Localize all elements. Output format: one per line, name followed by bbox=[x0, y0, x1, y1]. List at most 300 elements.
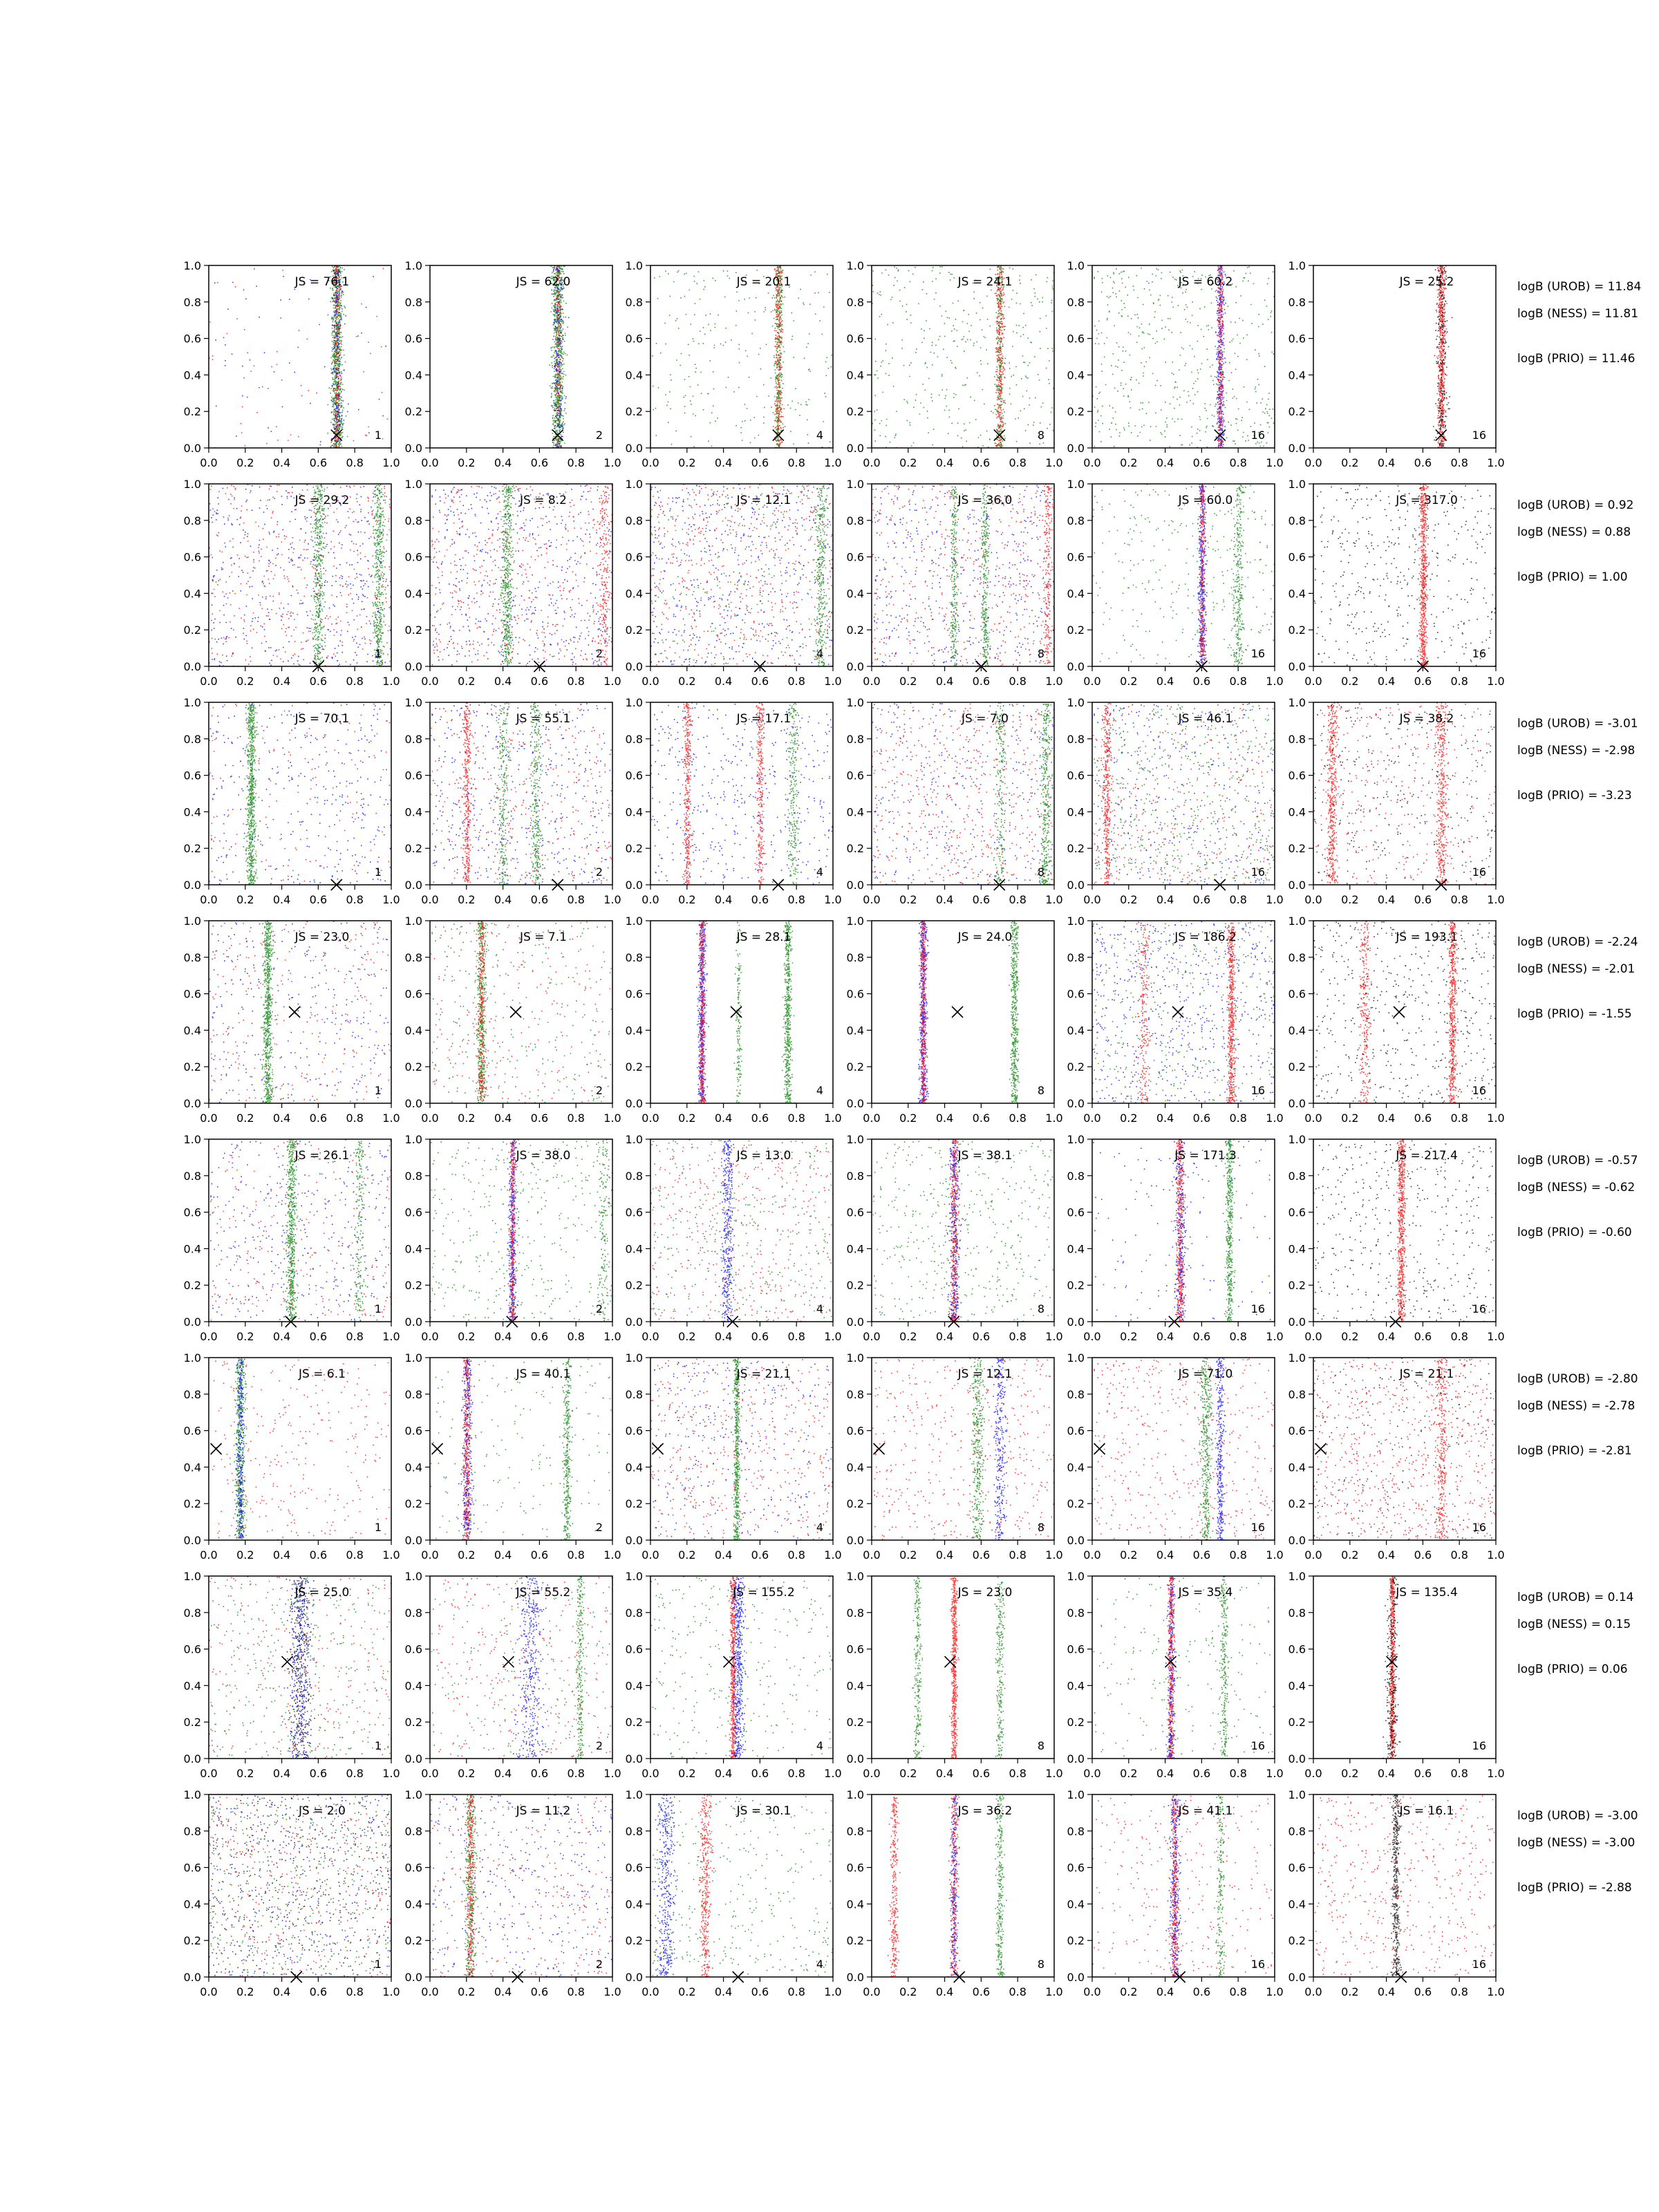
y-tick-label: 0.6 bbox=[1067, 1206, 1085, 1219]
series-green-band-2 bbox=[912, 1577, 924, 1759]
series-green-band-4 bbox=[431, 1358, 614, 1541]
panel-r8-c5 bbox=[1067, 1788, 1284, 1998]
y-tick-label: 1.0 bbox=[183, 1351, 201, 1365]
axes-frame bbox=[1092, 484, 1275, 666]
series-blue-band-4 bbox=[209, 484, 392, 667]
y-tick-label: 0.0 bbox=[183, 1534, 201, 1547]
y-tick-label: 0.2 bbox=[625, 624, 643, 637]
y-tick-label: 0.6 bbox=[846, 1642, 864, 1656]
y-tick-label: 0.0 bbox=[625, 1534, 643, 1547]
y-tick-label: 0.8 bbox=[846, 1824, 864, 1838]
x-tick-label: 0.8 bbox=[787, 675, 805, 688]
y-tick-label: 1.0 bbox=[1067, 478, 1085, 491]
y-tick-label: 0.0 bbox=[625, 1971, 643, 1984]
x-tick-label: 1.0 bbox=[1045, 1767, 1063, 1780]
corner-label: 4 bbox=[816, 1958, 823, 1971]
x-tick-label: 0.4 bbox=[935, 675, 954, 688]
x-tick-label: 0.8 bbox=[567, 456, 585, 469]
axes-frame bbox=[209, 1794, 391, 1977]
x-tick-label: 1.0 bbox=[1266, 1767, 1284, 1780]
scatter-points bbox=[430, 921, 612, 1105]
x-tick-label: 0.2 bbox=[678, 675, 696, 688]
y-tick-label: 0.4 bbox=[404, 368, 422, 382]
x-tick-label: 0.2 bbox=[1120, 893, 1138, 906]
y-tick-label: 0.0 bbox=[1288, 1315, 1306, 1329]
x-tick-label: 0.8 bbox=[567, 1330, 585, 1343]
y-tick-label: 0.2 bbox=[1067, 1934, 1085, 1948]
y-tick-label: 0.0 bbox=[846, 1097, 864, 1110]
x-tick-label: 1.0 bbox=[603, 456, 621, 469]
panel-r1-c3 bbox=[626, 259, 842, 469]
y-tick-label: 0.8 bbox=[1067, 295, 1085, 309]
y-tick-label: 0.6 bbox=[183, 1642, 201, 1656]
y-tick-label: 0.6 bbox=[1067, 1642, 1085, 1656]
x-tick-label: 0.8 bbox=[1450, 456, 1468, 469]
y-tick-label: 0.6 bbox=[1288, 1642, 1306, 1656]
panel-r7-c6 bbox=[1288, 1570, 1505, 1780]
x-tick-label: 0.0 bbox=[863, 1112, 881, 1125]
panel-r7-c1 bbox=[184, 1570, 400, 1780]
x-tick-label: 0.2 bbox=[899, 675, 917, 688]
y-tick-label: 0.2 bbox=[625, 1279, 643, 1293]
logb-label-r1-2: logB (NESS) = 11.81 bbox=[1517, 307, 1639, 321]
y-tick-label: 1.0 bbox=[183, 1788, 201, 1801]
y-tick-label: 0.0 bbox=[404, 442, 422, 455]
js-label: JS = 23.0 bbox=[294, 930, 350, 944]
panel-r4-c2 bbox=[405, 915, 621, 1125]
x-tick-label: 1.0 bbox=[1045, 675, 1063, 688]
js-label: JS = 7.1 bbox=[520, 930, 567, 944]
x-tick-label: 0.2 bbox=[236, 675, 254, 688]
x-tick-label: 0.0 bbox=[641, 893, 659, 906]
y-tick-label: 0.6 bbox=[1067, 1861, 1085, 1875]
y-tick-label: 0.2 bbox=[183, 1716, 201, 1730]
x-tick-label: 0.0 bbox=[1083, 1112, 1101, 1125]
x-marker bbox=[432, 1443, 443, 1454]
x-tick-label: 0.4 bbox=[272, 893, 291, 906]
series-red-band-1 bbox=[729, 1576, 738, 1759]
x-tick-label: 0.6 bbox=[1414, 1548, 1432, 1562]
panel-r1-c2 bbox=[405, 259, 621, 469]
x-tick-label: 0.8 bbox=[567, 1548, 585, 1562]
y-tick-label: 0.6 bbox=[404, 1206, 422, 1219]
corner-label: 16 bbox=[1472, 1958, 1486, 1971]
series-red-band-2 bbox=[697, 1794, 714, 1977]
y-tick-label: 0.6 bbox=[846, 332, 864, 346]
x-tick-label: 0.0 bbox=[1304, 1985, 1322, 1998]
y-tick-label: 0.4 bbox=[1288, 1461, 1306, 1474]
y-tick-label: 0.4 bbox=[183, 805, 201, 819]
y-tick-label: 0.2 bbox=[183, 842, 201, 856]
x-tick-label: 0.8 bbox=[1450, 1112, 1468, 1125]
y-tick-label: 0.4 bbox=[1067, 805, 1085, 819]
y-tick-label: 0.4 bbox=[183, 1242, 201, 1256]
axes-frame bbox=[650, 921, 833, 1103]
y-tick-label: 0.2 bbox=[846, 1934, 864, 1948]
y-tick-label: 0.2 bbox=[1067, 624, 1085, 637]
y-tick-label: 0.8 bbox=[183, 514, 201, 527]
y-tick-label: 0.0 bbox=[846, 1752, 864, 1765]
corner-label: 16 bbox=[1472, 1521, 1486, 1534]
y-tick-label: 1.0 bbox=[404, 915, 422, 928]
y-tick-label: 0.2 bbox=[1288, 1716, 1306, 1730]
x-marker bbox=[773, 430, 784, 441]
x-tick-label: 1.0 bbox=[1487, 1330, 1505, 1343]
js-label: JS = 8.2 bbox=[520, 494, 567, 507]
y-tick-label: 0.6 bbox=[846, 769, 864, 782]
y-tick-label: 0.0 bbox=[846, 1534, 864, 1547]
corner-label: 2 bbox=[595, 1302, 603, 1315]
x-tick-label: 0.2 bbox=[458, 675, 476, 688]
y-tick-label: 1.0 bbox=[625, 1570, 643, 1583]
x-tick-label: 0.6 bbox=[309, 1767, 328, 1780]
y-tick-label: 0.8 bbox=[1067, 1387, 1085, 1401]
y-tick-label: 0.8 bbox=[625, 295, 643, 309]
x-tick-label: 0.2 bbox=[899, 1767, 917, 1780]
x-tick-label: 0.6 bbox=[530, 456, 549, 469]
y-tick-label: 1.0 bbox=[1067, 1788, 1085, 1801]
corner-label: 2 bbox=[595, 1739, 603, 1752]
corner-label: 4 bbox=[816, 1521, 823, 1534]
x-tick-label: 1.0 bbox=[1266, 675, 1284, 688]
js-label: JS = 12.1 bbox=[736, 494, 791, 507]
y-tick-label: 0.4 bbox=[1288, 368, 1306, 382]
series-green-band-3 bbox=[873, 1139, 1056, 1322]
panel-r1-c1 bbox=[184, 259, 400, 469]
x-tick-label: 0.8 bbox=[1229, 1767, 1247, 1780]
series-green-band-2 bbox=[575, 1576, 586, 1759]
x-tick-label: 0.8 bbox=[346, 1330, 364, 1343]
panel-r6-c1 bbox=[184, 1351, 400, 1562]
series-green-band-1 bbox=[261, 921, 276, 1104]
y-tick-label: 0.2 bbox=[625, 1934, 643, 1948]
x-marker bbox=[282, 1656, 293, 1667]
x-tick-label: 0.0 bbox=[863, 1548, 881, 1562]
series-green-band-4 bbox=[1094, 1576, 1276, 1756]
series-green-band-3 bbox=[1229, 485, 1248, 667]
js-label: JS = 21.1 bbox=[736, 1367, 791, 1381]
x-tick-label: 0.4 bbox=[1377, 893, 1396, 906]
x-tick-label: 0.0 bbox=[421, 1548, 439, 1562]
x-tick-label: 0.0 bbox=[863, 893, 881, 906]
x-tick-label: 0.0 bbox=[1083, 456, 1101, 469]
x-tick-label: 0.8 bbox=[787, 1330, 805, 1343]
x-tick-label: 1.0 bbox=[824, 456, 842, 469]
logb-label-r2-3: logB (PRIO) = 1.00 bbox=[1517, 570, 1628, 584]
series-green-band-3 bbox=[1009, 921, 1020, 1103]
x-tick-label: 0.8 bbox=[787, 893, 805, 906]
js-label: JS = 60.0 bbox=[1178, 494, 1233, 507]
y-tick-label: 0.8 bbox=[1288, 950, 1306, 964]
x-tick-label: 0.2 bbox=[458, 456, 476, 469]
panel-r4-c1 bbox=[184, 915, 400, 1125]
series-green-band-3 bbox=[209, 1794, 391, 1978]
x-tick-label: 0.2 bbox=[236, 893, 254, 906]
x-tick-label: 0.6 bbox=[530, 1985, 549, 1998]
series-green-band-2 bbox=[980, 485, 991, 668]
logb-label-r6-1: logB (UROB) = -2.80 bbox=[1517, 1372, 1638, 1386]
panel-r2-c1 bbox=[184, 478, 400, 688]
x-tick-label: 0.4 bbox=[935, 1548, 954, 1562]
scatter-points bbox=[1092, 265, 1275, 449]
y-tick-label: 0.2 bbox=[846, 1279, 864, 1293]
y-tick-label: 0.4 bbox=[846, 805, 864, 819]
x-tick-label: 0.8 bbox=[1009, 1112, 1027, 1125]
series-red-band-1 bbox=[465, 1795, 477, 1978]
x-marker bbox=[510, 1006, 521, 1018]
logb-label-r3-3: logB (PRIO) = -3.23 bbox=[1517, 789, 1632, 803]
y-tick-label: 0.4 bbox=[183, 1461, 201, 1474]
x-tick-label: 0.0 bbox=[641, 1985, 659, 1998]
x-tick-label: 0.8 bbox=[787, 1548, 805, 1562]
x-tick-label: 0.2 bbox=[236, 1767, 254, 1780]
y-tick-label: 0.2 bbox=[846, 842, 864, 856]
series-red-band-4 bbox=[209, 268, 392, 448]
scatter-points bbox=[210, 1139, 393, 1323]
x-tick-label: 1.0 bbox=[1487, 456, 1505, 469]
series-red-band-4 bbox=[1134, 924, 1152, 1104]
scatter-points bbox=[430, 1139, 613, 1323]
x-tick-label: 0.0 bbox=[200, 1548, 218, 1562]
x-tick-label: 0.6 bbox=[972, 1330, 991, 1343]
scatter-points bbox=[1092, 1358, 1274, 1541]
axes-frame bbox=[872, 1794, 1054, 1977]
y-tick-label: 0.4 bbox=[1288, 1242, 1306, 1256]
x-tick-label: 0.4 bbox=[272, 1330, 291, 1343]
series-green-band-1 bbox=[1198, 1358, 1214, 1540]
panel-r3-c2 bbox=[405, 696, 621, 906]
y-tick-label: 0.2 bbox=[404, 405, 422, 419]
axes-frame bbox=[1092, 1139, 1275, 1322]
x-tick-label: 0.0 bbox=[1083, 1767, 1101, 1780]
x-tick-label: 0.4 bbox=[494, 675, 512, 688]
y-tick-label: 1.0 bbox=[1288, 259, 1306, 272]
x-tick-label: 0.4 bbox=[494, 1330, 512, 1343]
y-tick-label: 1.0 bbox=[183, 915, 201, 928]
x-tick-label: 0.4 bbox=[272, 1548, 291, 1562]
y-tick-label: 0.4 bbox=[183, 1897, 201, 1911]
series-blue-band-4 bbox=[872, 484, 1056, 667]
y-tick-label: 0.0 bbox=[1067, 1315, 1085, 1329]
panel-r2-c4 bbox=[847, 478, 1063, 688]
series-blue-band-1 bbox=[513, 1576, 550, 1759]
y-tick-label: 0.4 bbox=[846, 1897, 864, 1911]
panel-r8-c6 bbox=[1288, 1788, 1505, 1998]
js-label: JS = 40.1 bbox=[516, 1367, 571, 1381]
y-tick-label: 0.0 bbox=[404, 879, 422, 892]
series-red-band-1 bbox=[1418, 484, 1431, 668]
x-tick-label: 0.2 bbox=[458, 1330, 476, 1343]
x-tick-label: 0.8 bbox=[1450, 1330, 1468, 1343]
y-tick-label: 0.0 bbox=[1288, 1097, 1306, 1110]
y-tick-label: 0.8 bbox=[1067, 1606, 1085, 1620]
x-marker bbox=[1315, 1443, 1327, 1454]
corner-label: 16 bbox=[1250, 429, 1265, 442]
axes-frame bbox=[430, 1358, 612, 1540]
logb-label-r2-2: logB (NESS) = 0.88 bbox=[1517, 525, 1631, 539]
y-tick-label: 1.0 bbox=[1067, 915, 1085, 928]
x-tick-label: 0.4 bbox=[714, 1330, 733, 1343]
x-tick-label: 0.0 bbox=[641, 1767, 659, 1780]
series-red-band-2 bbox=[1216, 265, 1224, 447]
x-tick-label: 0.0 bbox=[421, 675, 439, 688]
x-tick-label: 1.0 bbox=[1045, 1985, 1063, 1998]
js-label: JS = 23.0 bbox=[957, 1586, 1013, 1600]
x-tick-label: 0.2 bbox=[1120, 1767, 1138, 1780]
axes-frame bbox=[650, 1139, 833, 1322]
panel-r4-c3 bbox=[626, 915, 842, 1125]
y-tick-label: 0.2 bbox=[1067, 405, 1085, 419]
y-tick-label: 0.2 bbox=[1067, 1497, 1085, 1511]
logb-label-r5-3: logB (PRIO) = -0.60 bbox=[1517, 1226, 1632, 1239]
corner-label: 4 bbox=[816, 1302, 823, 1315]
x-tick-label: 1.0 bbox=[1266, 893, 1284, 906]
y-tick-label: 1.0 bbox=[404, 259, 422, 272]
scatter-points bbox=[650, 1358, 834, 1541]
corner-label: 16 bbox=[1472, 1739, 1486, 1752]
js-label: JS = 11.2 bbox=[516, 1804, 571, 1818]
series-green-band-3 bbox=[431, 921, 612, 1103]
x-tick-label: 0.4 bbox=[494, 1548, 512, 1562]
x-tick-label: 0.2 bbox=[1120, 1548, 1138, 1562]
x-tick-label: 0.0 bbox=[1304, 1330, 1322, 1343]
corner-label: 16 bbox=[1472, 429, 1486, 442]
y-tick-label: 0.4 bbox=[625, 587, 643, 601]
series-red-band-3 bbox=[209, 703, 392, 883]
x-tick-label: 1.0 bbox=[1487, 1112, 1505, 1125]
x-tick-label: 0.6 bbox=[309, 1985, 328, 1998]
x-tick-label: 0.6 bbox=[751, 1112, 769, 1125]
y-tick-label: 0.4 bbox=[1067, 1679, 1085, 1693]
logb-label-r3-2: logB (NESS) = -2.98 bbox=[1517, 744, 1635, 758]
js-label: JS = 171.3 bbox=[1174, 1149, 1237, 1163]
y-tick-label: 0.6 bbox=[1288, 332, 1306, 346]
y-tick-label: 0.4 bbox=[1067, 368, 1085, 382]
series-red-band-2 bbox=[1314, 1794, 1497, 1977]
panel-r5-c3 bbox=[626, 1133, 842, 1343]
axes-frame bbox=[1313, 702, 1496, 885]
scatter-points bbox=[209, 265, 392, 449]
y-tick-label: 0.2 bbox=[1288, 1497, 1306, 1511]
series-green-band-3 bbox=[1224, 1139, 1237, 1322]
js-label: JS = 24.0 bbox=[957, 930, 1013, 944]
x-tick-label: 1.0 bbox=[824, 1548, 842, 1562]
y-tick-label: 1.0 bbox=[404, 1570, 422, 1583]
js-label: JS = 20.1 bbox=[736, 275, 791, 289]
y-tick-label: 0.0 bbox=[1067, 879, 1085, 892]
x-tick-label: 0.8 bbox=[567, 1985, 585, 1998]
logb-label-r4-1: logB (UROB) = -2.24 bbox=[1517, 935, 1638, 949]
series-red-band-1 bbox=[651, 484, 834, 667]
y-tick-label: 1.0 bbox=[1288, 1351, 1306, 1365]
y-tick-label: 0.4 bbox=[846, 1679, 864, 1693]
x-tick-label: 0.4 bbox=[1156, 675, 1174, 688]
axes-frame bbox=[209, 921, 391, 1103]
y-tick-label: 0.8 bbox=[846, 295, 864, 309]
x-tick-label: 1.0 bbox=[603, 1548, 621, 1562]
y-tick-label: 0.6 bbox=[183, 1206, 201, 1219]
x-tick-label: 0.2 bbox=[1341, 893, 1359, 906]
y-tick-label: 0.8 bbox=[183, 1824, 201, 1838]
js-label: JS = 21.1 bbox=[1399, 1367, 1454, 1381]
y-tick-label: 0.8 bbox=[1288, 1387, 1306, 1401]
x-tick-label: 0.2 bbox=[678, 456, 696, 469]
axes-frame bbox=[1092, 1358, 1275, 1540]
y-tick-label: 0.8 bbox=[625, 514, 643, 527]
x-tick-label: 0.4 bbox=[714, 1985, 733, 1998]
scatter-points bbox=[650, 1576, 833, 1760]
x-tick-label: 0.8 bbox=[346, 456, 364, 469]
y-tick-label: 0.6 bbox=[183, 1424, 201, 1438]
corner-label: 16 bbox=[1250, 865, 1265, 879]
panel-r3-c5 bbox=[1067, 696, 1284, 906]
series-red-band-5 bbox=[1042, 484, 1053, 664]
x-tick-label: 0.4 bbox=[272, 675, 291, 688]
x-tick-label: 0.6 bbox=[530, 1330, 549, 1343]
corner-label: 8 bbox=[1037, 1084, 1044, 1097]
js-label: JS = 29.2 bbox=[294, 494, 350, 507]
x-marker bbox=[1394, 1006, 1405, 1018]
x-tick-label: 0.4 bbox=[1377, 1112, 1396, 1125]
series-blue-band-4 bbox=[430, 703, 612, 884]
series-red-band-1 bbox=[1314, 1358, 1497, 1541]
y-tick-label: 0.8 bbox=[1288, 1169, 1306, 1183]
x-tick-label: 1.0 bbox=[1487, 893, 1505, 906]
y-tick-label: 0.0 bbox=[846, 660, 864, 673]
x-tick-label: 0.6 bbox=[530, 1112, 549, 1125]
x-tick-label: 0.2 bbox=[899, 1548, 917, 1562]
axes-frame bbox=[1313, 921, 1496, 1103]
y-tick-label: 0.0 bbox=[1067, 442, 1085, 455]
y-tick-label: 1.0 bbox=[1067, 1351, 1085, 1365]
x-tick-label: 0.0 bbox=[1304, 1112, 1322, 1125]
x-tick-label: 0.4 bbox=[1377, 1985, 1396, 1998]
panel-r5-c4 bbox=[847, 1133, 1063, 1343]
x-tick-label: 0.0 bbox=[863, 1330, 881, 1343]
y-tick-label: 0.2 bbox=[183, 1934, 201, 1948]
y-tick-label: 0.2 bbox=[1067, 842, 1085, 856]
series-green-band-1 bbox=[500, 484, 515, 664]
y-tick-label: 0.0 bbox=[183, 1097, 201, 1110]
y-tick-label: 0.0 bbox=[625, 1752, 643, 1765]
x-tick-label: 1.0 bbox=[382, 1548, 400, 1562]
x-tick-label: 0.0 bbox=[421, 1330, 439, 1343]
y-tick-label: 0.8 bbox=[404, 1387, 422, 1401]
x-tick-label: 0.4 bbox=[714, 893, 733, 906]
corner-label: 16 bbox=[1250, 1521, 1265, 1534]
axes-frame bbox=[1313, 1576, 1496, 1759]
series-red-band-1 bbox=[1447, 921, 1459, 1104]
axes-frame bbox=[872, 702, 1054, 885]
scatter-points bbox=[1433, 265, 1453, 449]
x-tick-label: 0.4 bbox=[494, 456, 512, 469]
x-tick-label: 0.6 bbox=[751, 1548, 769, 1562]
x-tick-label: 0.6 bbox=[530, 675, 549, 688]
corner-label: 8 bbox=[1037, 1739, 1044, 1752]
series-red-band-1 bbox=[888, 1797, 901, 1978]
x-tick-label: 0.0 bbox=[421, 456, 439, 469]
y-tick-label: 1.0 bbox=[404, 478, 422, 491]
x-tick-label: 0.4 bbox=[1377, 1548, 1396, 1562]
js-label: JS = 24.1 bbox=[957, 275, 1013, 289]
x-tick-label: 0.8 bbox=[1450, 893, 1468, 906]
x-tick-label: 0.2 bbox=[1341, 675, 1359, 688]
scatter-points bbox=[1382, 1577, 1400, 1760]
scatter-points bbox=[1094, 1576, 1276, 1759]
axes-frame bbox=[1092, 1576, 1275, 1759]
logb-label-r3-1: logB (UROB) = -3.01 bbox=[1517, 717, 1638, 731]
y-tick-label: 0.2 bbox=[625, 1497, 643, 1511]
